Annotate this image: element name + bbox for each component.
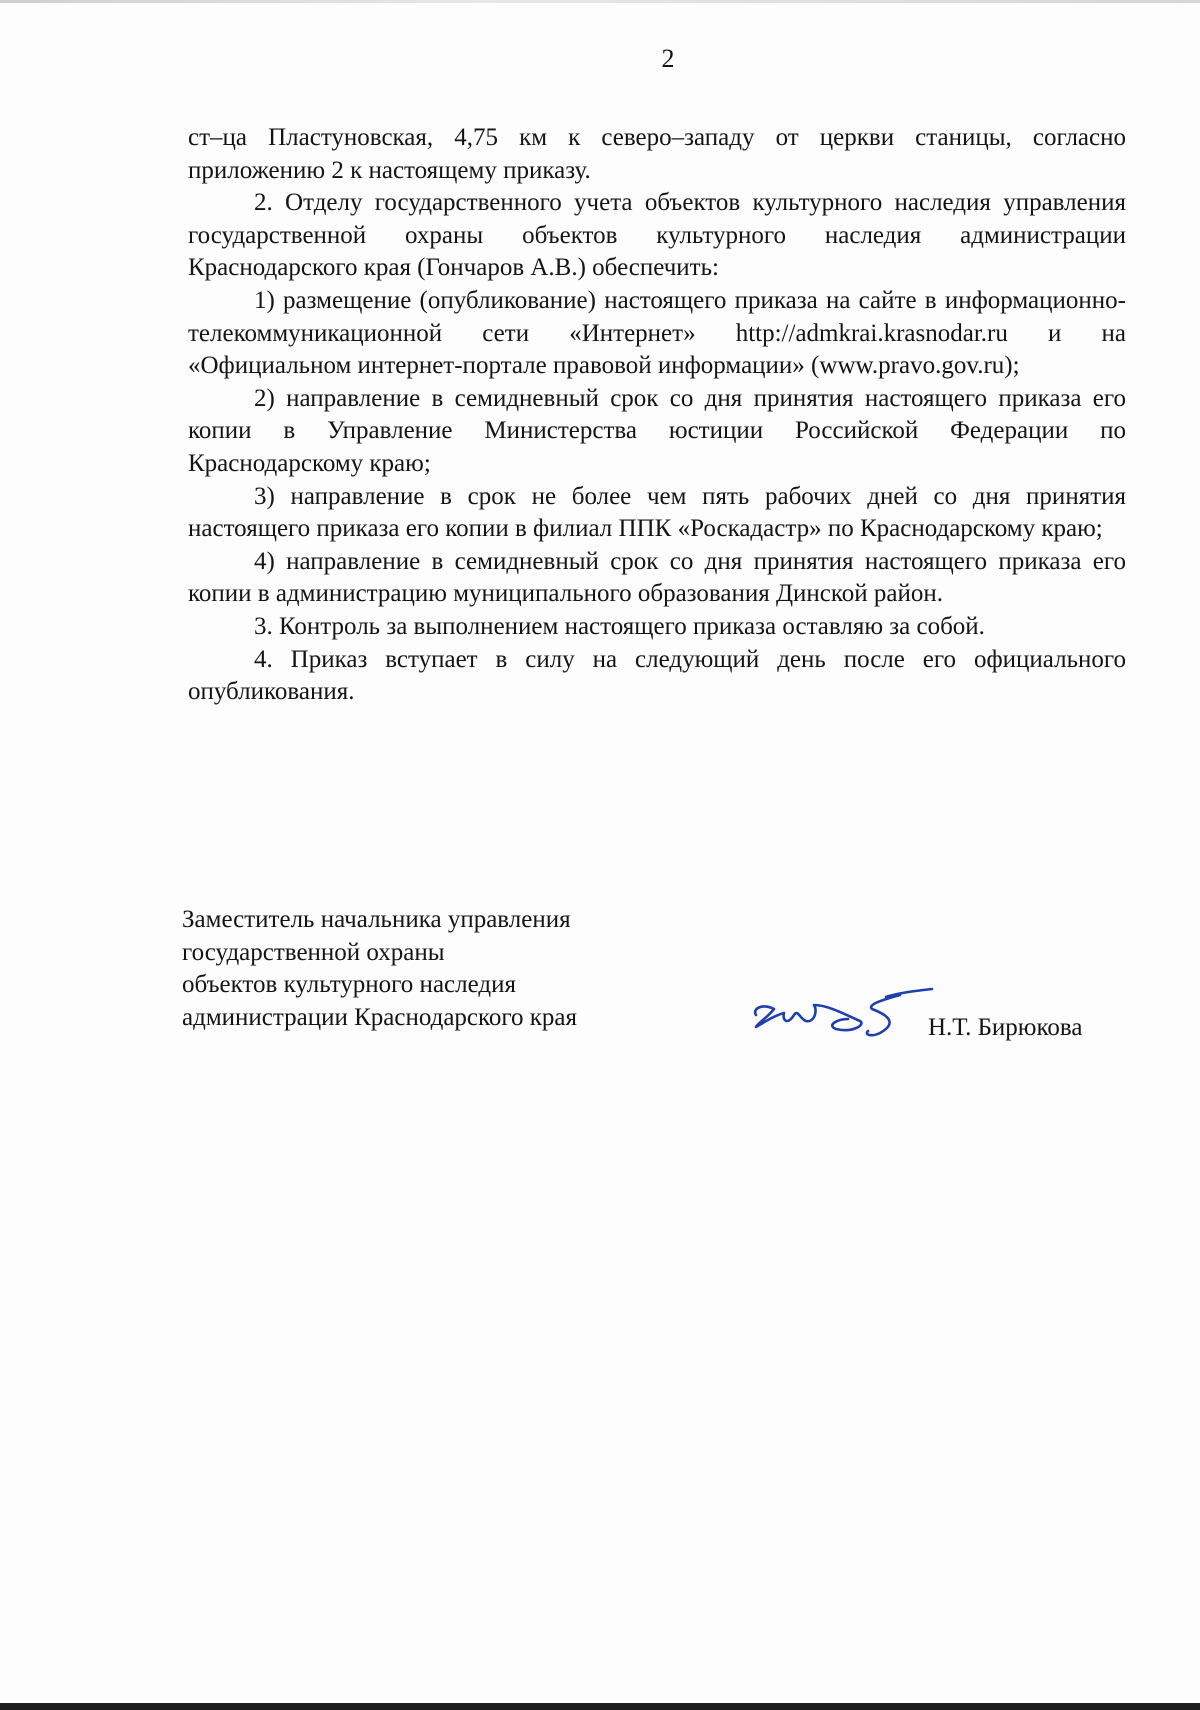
paragraph-subitem-1: 1) размещение (опубликование) настоящего приказа на сайте в информационно-телекоммуникационной сети «Интернет» http://admkrai.krasnodar.ru и на «Официальном интернет-портале правовой информации» (www.pravo.gov.ru); <box>188 286 1126 380</box>
scan-top-edge <box>0 0 1200 3</box>
paragraph-continuation: ст–ца Пластуновская, 4,75 км к северо–западу от церкви станицы, согласно приложению 2 к настоящему приказу. <box>188 124 1126 184</box>
signatory-title-line: объектов культурного наследия <box>182 971 516 999</box>
page-number: 2 <box>661 44 675 73</box>
signature-stroke <box>755 989 932 1035</box>
signatory-title-line: администрации Краснодарского края <box>182 1003 578 1031</box>
signatory-title-line: Заместитель начальника управления <box>182 906 571 933</box>
handwritten-signature <box>748 975 938 1055</box>
paragraph-item-2: 2. Отделу государственного учета объектов культурного наследия управления государственной охраны объектов культурного наследия администрации Краснодарского края (Гончаров А.В.) обеспечить: <box>188 189 1126 282</box>
document-body <box>188 122 1126 709</box>
signatory-title <box>182 904 662 1034</box>
paragraph-subitem-4: 4) направление в семидневный срок со дня принятия настоящего приказа его копии в администрацию муниципального образования Динской район. <box>188 547 1126 608</box>
paragraph-item-3: 3. Контроль за выполнением настоящего приказа оставляю за собой. <box>254 612 985 640</box>
paragraph-item-4: 4. Приказ вступает в силу на следующий день после его официального опубликования. <box>188 645 1126 706</box>
paragraph-subitem-3: 3) направление в срок не более чем пять рабочих дней со дня принятия настоящего приказа его копии в филиал ППК «Роскадастр» по Краснодарскому краю; <box>188 482 1126 543</box>
paragraph-subitem-2: 2) направление в семидневный срок со дня принятия настоящего приказа его копии в Управление Министерства юстиции Российской Федерации по Краснодарскому краю; <box>188 384 1126 477</box>
signatory-title-line: государственной охраны <box>182 938 445 966</box>
scan-bottom-edge <box>0 1703 1200 1710</box>
signatory-name: Н.Т. Бирюкова <box>928 1014 1083 1041</box>
